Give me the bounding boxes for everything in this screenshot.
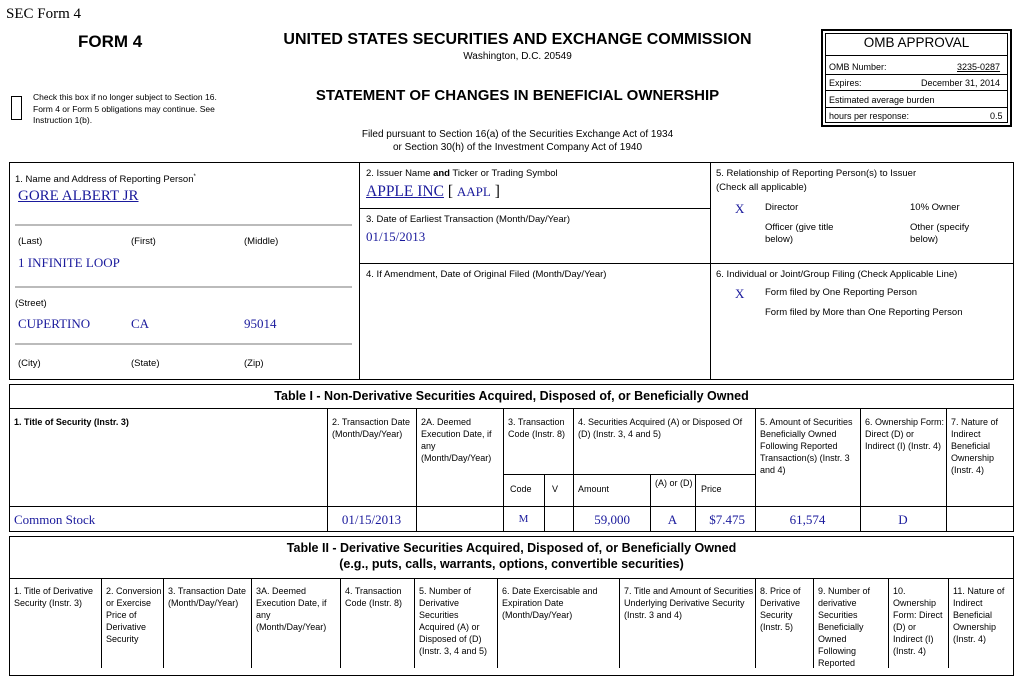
t2-header-6: 6. Date Exercisable and Expiration Date (Month/Day/Year) [502, 586, 598, 620]
t1-subheader-amount: Amount [578, 484, 610, 494]
grid-divider [359, 263, 1014, 264]
ten-pct-owner-label: 10% Owner [910, 202, 960, 213]
street-label: (Street) [15, 298, 47, 309]
omb-expires-label: Expires: [829, 78, 862, 88]
filing-label: 6. Individual or Joint/Group Filing (Check Applicable Line) [716, 269, 958, 280]
more-persons-label: Form filed by More than One Reporting Person [765, 307, 963, 318]
checkbox-instruction: Check this box if no longer subject to Section 16. Form 4 or Form 5 obligations may continue. See Instruction 1(b). [33, 92, 217, 125]
state-value: CA [131, 316, 150, 331]
t2-header-3a: 3A. Deemed Execution Date, if any (Month/Day/Year) [256, 586, 327, 632]
amendment-label: 4. If Amendment, Date of Original Filed (Month/Day/Year) [366, 269, 607, 280]
issuer-name-link[interactable]: APPLE INC [366, 183, 444, 200]
reporting-person-label: 1. Name and Address of Reporting Person* [15, 174, 196, 186]
agency-title: UNITED STATES SECURITIES AND EXCHANGE COMMISSION [283, 31, 752, 48]
middle-label: (Middle) [244, 236, 279, 247]
table-2-title: Table II - Derivative Securities Acquired, Disposed of, or Beneficially Owned [286, 541, 737, 555]
reporting-person-name-link[interactable]: GORE ALBERT JR [18, 188, 139, 204]
statement-title: STATEMENT OF CHANGES IN BENEFICIAL OWNERSHIP [315, 87, 720, 104]
one-person-checkmark: X [735, 286, 745, 301]
table-col-divider [251, 578, 252, 668]
t1-subheader-code: Code [510, 484, 532, 494]
omb-hours-value: 0.5 [990, 111, 1003, 121]
table-1-title: Table I - Non-Derivative Securities Acquired, Disposed of, or Beneficially Owned [274, 389, 749, 403]
last-label: (Last) [18, 236, 43, 247]
t2-header-2: 2. Conversion or Exercise Price of Derivative Security [106, 586, 162, 644]
table-col-divider [416, 408, 417, 532]
sec-form-label: SEC Form 4 [6, 6, 82, 22]
field-rule [15, 224, 352, 226]
city-label: (City) [18, 358, 41, 369]
omb-divider [825, 74, 1008, 75]
table-col-divider [544, 474, 545, 532]
one-person-label: Form filed by One Reporting Person [765, 287, 918, 298]
t1-row-code: M [518, 513, 529, 525]
t1-header-ownership-form: 6. Ownership Form: Direct (D) or Indirect (I) (Instr. 4) [865, 417, 945, 451]
table-col-divider [101, 578, 102, 668]
t2-header-11: 11. Nature of Indirect Beneficial Ownership (Instr. 4) [953, 586, 1005, 644]
t1-row-aord: A [667, 512, 678, 527]
issuer-label: 2. Issuer Name and Ticker or Trading Symbol [366, 168, 558, 179]
grid-divider [710, 162, 711, 380]
check-all-label: (Check all applicable) [716, 182, 807, 193]
t1-row-date: 01/15/2013 [341, 512, 402, 527]
omb-hours-label: hours per response: [829, 111, 910, 121]
filed-pursuant-line2: or Section 30(h) of the Investment Company Act of 1940 [392, 142, 643, 153]
omb-divider [825, 107, 1008, 108]
t1-header-date: 2. Transaction Date (Month/Day/Year) [332, 417, 411, 439]
zip-value: 95014 [244, 316, 277, 331]
city-value: CUPERTINO [18, 316, 91, 331]
t2-header-7: 7. Title and Amount of Securities Underlying Derivative Security (Instr. 3 and 4) [624, 586, 754, 620]
form-title: FORM 4 [78, 32, 143, 51]
table-col-divider [340, 578, 341, 668]
omb-divider [825, 90, 1008, 91]
issuer-name-row: APPLE INC [ AAPL ] [366, 183, 500, 200]
t2-header-8: 8. Price of Derivative Security (Instr. 5) [760, 586, 801, 632]
t1-header-acquired: 4. Securities Acquired (A) or Disposed Of (D) (Instr. 3, 4 and 5) [578, 417, 743, 439]
issuer-ticker: AAPL [456, 184, 491, 199]
table-2-subtitle: (e.g., puts, calls, warrants, options, convertible securities) [339, 557, 684, 571]
first-label: (First) [131, 236, 156, 247]
omb-burden-label: Estimated average burden [829, 95, 935, 105]
table-col-divider [946, 408, 947, 532]
table-rule [9, 506, 1014, 507]
t2-header-1: 1. Title of Derivative Security (Instr. 3) [14, 586, 94, 608]
omb-title: OMB APPROVAL [863, 35, 970, 50]
table-col-divider [619, 578, 620, 668]
table-col-divider [948, 578, 949, 668]
t2-header-5: 5. Number of Derivative Securities Acquired (A) or Disposed of (D) (Instr. 3, 4 and 5) [419, 586, 488, 656]
street-address: 1 INFINITE LOOP [18, 255, 120, 270]
table-1 [9, 384, 1014, 532]
t1-header-deemed: 2A. Deemed Execution Date, if any (Month/Day/Year) [421, 417, 492, 463]
no-longer-subject-checkbox[interactable] [11, 96, 22, 120]
zip-label: (Zip) [244, 358, 264, 369]
table-col-divider [414, 578, 415, 668]
table-col-divider [497, 578, 498, 668]
earliest-transaction-date: 01/15/2013 [366, 229, 426, 244]
t2-header-3: 3. Transaction Date (Month/Day/Year) [168, 586, 247, 608]
t1-subheader-v: V [552, 484, 559, 494]
table-col-divider [888, 578, 889, 668]
t1-header-amount-owned: 5. Amount of Securities Beneficially Owned Following Reported Transaction(s) (Instr. 3 and 4) [760, 417, 853, 475]
table-rule [9, 578, 1014, 579]
officer-label: Officer (give title below) [765, 222, 834, 245]
grid-divider [359, 208, 710, 209]
director-label: Director [765, 202, 799, 213]
state-label: (State) [131, 358, 160, 369]
t1-row-owned: 61,574 [789, 512, 826, 527]
t1-header-code: 3. Transaction Code (Instr. 8) [508, 417, 566, 439]
field-rule [15, 286, 352, 288]
t1-subheader-aord: (A) or (D) [655, 478, 693, 488]
t2-header-4: 4. Transaction Code (Instr. 8) [345, 586, 403, 608]
grid-divider [359, 162, 360, 380]
t1-header-nature: 7. Nature of Indirect Beneficial Ownership (Instr. 4) [951, 417, 999, 475]
table-col-divider [755, 578, 756, 668]
omb-number-link[interactable]: 3235-0287 [957, 62, 1001, 72]
t1-row-form: D [898, 512, 908, 527]
relationship-label: 5. Relationship of Reporting Person(s) to Issuer [716, 168, 917, 179]
t1-header-title: 1. Title of Security (Instr. 3) [14, 417, 129, 427]
table-col-divider [163, 578, 164, 668]
t1-row-title: Common Stock [14, 512, 96, 527]
omb-divider [825, 55, 1008, 56]
omb-expires-value: December 31, 2014 [921, 78, 1001, 88]
filed-pursuant-line1: Filed pursuant to Section 16(a) of the Securities Exchange Act of 1934 [361, 129, 674, 140]
omb-number-label: OMB Number: [829, 62, 887, 72]
other-label: Other (specify below) [910, 222, 970, 245]
earliest-transaction-label: 3. Date of Earliest Transaction (Month/Day/Year) [366, 214, 570, 225]
t1-row-amount: 59,000 [594, 512, 630, 527]
t1-subheader-price: Price [701, 484, 722, 494]
table-col-divider [813, 578, 814, 668]
t2-header-10: 10. Ownership Form: Direct (D) or Indirect (I) (Instr. 4) [893, 586, 943, 656]
table-rule [503, 474, 755, 475]
t2-header-9: 9. Number of derivative Securities Beneficially Owned Following Reported [818, 586, 871, 668]
table-rule [9, 408, 1014, 409]
agency-city: Washington, D.C. 20549 [463, 51, 572, 62]
t1-row-price: $7.475 [709, 512, 745, 527]
director-checkmark: X [735, 201, 745, 216]
field-rule [15, 343, 352, 345]
